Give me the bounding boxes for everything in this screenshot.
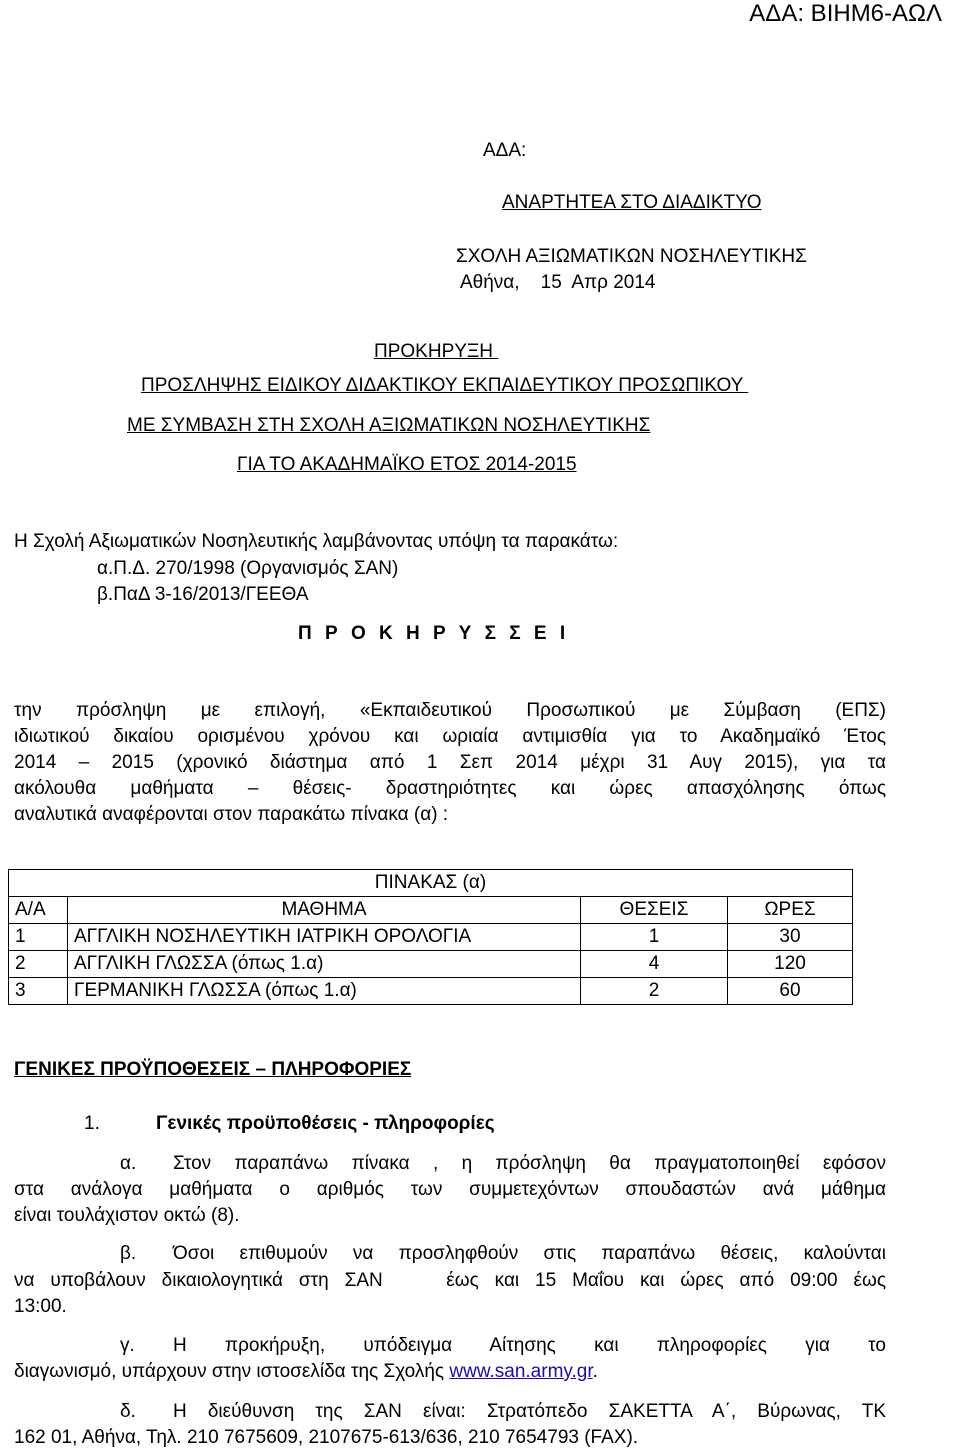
item-a-line: είναι τουλάχιστον οκτώ (8).	[14, 1205, 240, 1226]
item-a-first-line-wrap	[173, 1151, 886, 1177]
ada-code-top: ΑΔΑ: ΒΙΗΜ6-ΑΩΛ	[749, 0, 942, 27]
item-a-line: στα ανάλογα μαθήματα ο αριθμός των συμμετεχόντων σπουδαστών ανά μάθημα	[14, 1179, 886, 1200]
considerations-intro: Η Σχολή Αξιωματικών Νοσηλευτικής λαμβάνοντας υπόψη τα παρακάτω:	[14, 531, 619, 552]
item-c-line-2-end: .	[592, 1361, 598, 1382]
subsection-number: 1.	[84, 1113, 100, 1134]
intro-line: 2014 – 2015 (χρονικό διάστημα από 1 Σεπ 2014 μέχρι 31 Αυγ 2015), για τα	[14, 752, 886, 773]
header-course: ΜΑΘΗΜΑ	[68, 897, 581, 924]
item-c-label: γ.	[120, 1335, 135, 1356]
cell-course: ΓΕΡΜΑΝΙΚΗ ΓΛΩΣΣΑ (όπως 1.α)	[68, 978, 581, 1005]
cell-hours: 30	[728, 924, 853, 951]
general-heading: ΓΕΝΙΚΕΣ ΠΡΟΫΠΟΘΕΣΕΙΣ – ΠΛΗΡΟΦΟΡΙΕΣ	[14, 1059, 412, 1080]
item-b-text	[14, 1268, 886, 1320]
cell-positions: 1	[581, 924, 728, 951]
table-row	[9, 978, 853, 1005]
item-d-line-2: 162 01, Αθήνα, Τηλ. 210 7675609, 2107675-613/636, 210 7654793 (FAX).	[14, 1427, 639, 1448]
title-line-3: ΜΕ ΣΥΜΒΑΣΗ ΣΤΗ ΣΧΟΛΗ ΑΞΙΩΜΑΤΙΚΩΝ ΝΟΣΗΛΕΥΤΙΚΗΣ	[127, 415, 651, 436]
item-d-first-line-wrap	[173, 1399, 886, 1425]
intro-line: αναλυτικά αναφέρονται στον παρακάτω πίνακα (α) :	[14, 804, 449, 825]
cell-aa: 1	[9, 924, 68, 951]
cell-hours: 120	[728, 951, 853, 978]
consideration-a: α.Π.Δ. 270/1998 (Οργανισμός ΣΑΝ)	[97, 558, 399, 579]
item-c-line: Η προκήρυξη, υπόδειγμα Αίτησης και πληροφορίες για το	[173, 1335, 886, 1356]
intro-line: την πρόσληψη με επιλογή, «Εκπαιδευτικού Προσωπικού με Σύμβαση (ΕΠΣ)	[14, 700, 886, 721]
cell-positions: 2	[581, 978, 728, 1005]
subsection-title: Γενικές προϋποθέσεις - πληροφορίες	[156, 1113, 495, 1134]
cell-course: ΑΓΓΛΙΚΗ ΓΛΩΣΣΑ (όπως 1.α)	[68, 951, 581, 978]
title-proclamation: ΠΡΟΚΗΡΥΞΗ	[374, 341, 499, 362]
table-row	[9, 951, 853, 978]
school-name: ΣΧΟΛΗ ΑΞΙΩΜΑΤΙΚΩΝ ΝΟΣΗΛΕΥΤΙΚΗΣ	[456, 246, 807, 267]
school-website-link[interactable]: www.san.army.gr	[449, 1361, 593, 1382]
item-a-label: α.	[120, 1153, 137, 1174]
item-a-text	[14, 1177, 886, 1229]
ada-label: ΑΔΑ:	[483, 140, 527, 161]
item-c-first-line-wrap	[173, 1333, 886, 1359]
cell-positions: 4	[581, 951, 728, 978]
item-b-first-line-wrap	[173, 1241, 886, 1267]
header-positions: ΘΕΣΕΙΣ	[581, 897, 728, 924]
consideration-b: β.ΠαΔ 3-16/2013/ΓΕΕΘΑ	[97, 584, 309, 605]
header-aa: Α/Α	[9, 897, 68, 924]
table-caption-row	[9, 870, 853, 897]
title-line-4: ΓΙΑ ΤΟ ΑΚΑΔΗΜΑΪΚΟ ΕΤΟΣ 2014-2015	[237, 454, 577, 475]
header-hours: ΩΡΕΣ	[728, 897, 853, 924]
proclaims-heading: Π Ρ Ο Κ Η Ρ Υ Σ Σ Ε Ι	[298, 623, 570, 644]
item-a-line: Στον παραπάνω πίνακα , η πρόσληψη θα πραγματοποιηθεί εφόσον	[173, 1153, 886, 1174]
courses-table	[8, 869, 853, 1005]
intro-line: ακόλουθα μαθήματα – θέσεις- δραστηριότητες και ώρες απασχόλησης όπως	[14, 778, 886, 799]
item-c-line-2-text: διαγωνισμό, υπάρχουν στην ιστοσελίδα της Σχολής	[14, 1361, 450, 1382]
intro-line: ιδιωτικού δικαίου ορισμένου χρόνου και ωριαία αντιμισθία για το Ακαδημαϊκό Έτος	[14, 726, 886, 747]
table-row	[9, 924, 853, 951]
cell-aa: 2	[9, 951, 68, 978]
intro-paragraph	[14, 698, 886, 828]
item-b-line: 13:00.	[14, 1296, 67, 1317]
cell-hours: 60	[728, 978, 853, 1005]
place-date: Αθήνα, 15 Απρ 2014	[460, 272, 656, 293]
cell-aa: 3	[9, 978, 68, 1005]
table-caption: ΠΙΝΑΚΑΣ (α)	[9, 870, 853, 897]
item-d-line: Η διεύθυνση της ΣΑΝ είναι: Στρατόπεδο ΣΑΚΕΤΤΑ Α΄, Βύρωνας, ΤΚ	[173, 1401, 886, 1422]
title-line-2: ΠΡΟΣΛΗΨΗΣ ΕΙΔΙΚΟΥ ΔΙΔΑΚΤΙΚΟΥ ΕΚΠΑΙΔΕΥΤΙΚΟΥ ΠΡΟΣΩΠΙΚΟΥ	[141, 375, 749, 396]
item-d-label: δ.	[120, 1401, 136, 1422]
table-header-row	[9, 897, 853, 924]
item-b-line: να υποβάλουν δικαιολογητικά στη ΣΑΝ έως και 15 Μαΐου και ώρες από 09:00 έως	[14, 1270, 886, 1291]
cell-course: ΑΓΓΛΙΚΗ ΝΟΣΗΛΕΥΤΙΚΗ ΙΑΤΡΙΚΗ ΟΡΟΛΟΓΙΑ	[68, 924, 581, 951]
posting-note: ΑΝΑΡΤΗΤΕΑ ΣΤΟ ΔΙΑΔΙΚΤΥΟ	[502, 192, 762, 213]
item-b-line: Όσοι επιθυμούν να προσληφθούν στις παραπάνω θέσεις, καλούνται	[173, 1243, 886, 1264]
item-c-line-2	[14, 1359, 598, 1385]
item-b-label: β.	[120, 1243, 137, 1264]
